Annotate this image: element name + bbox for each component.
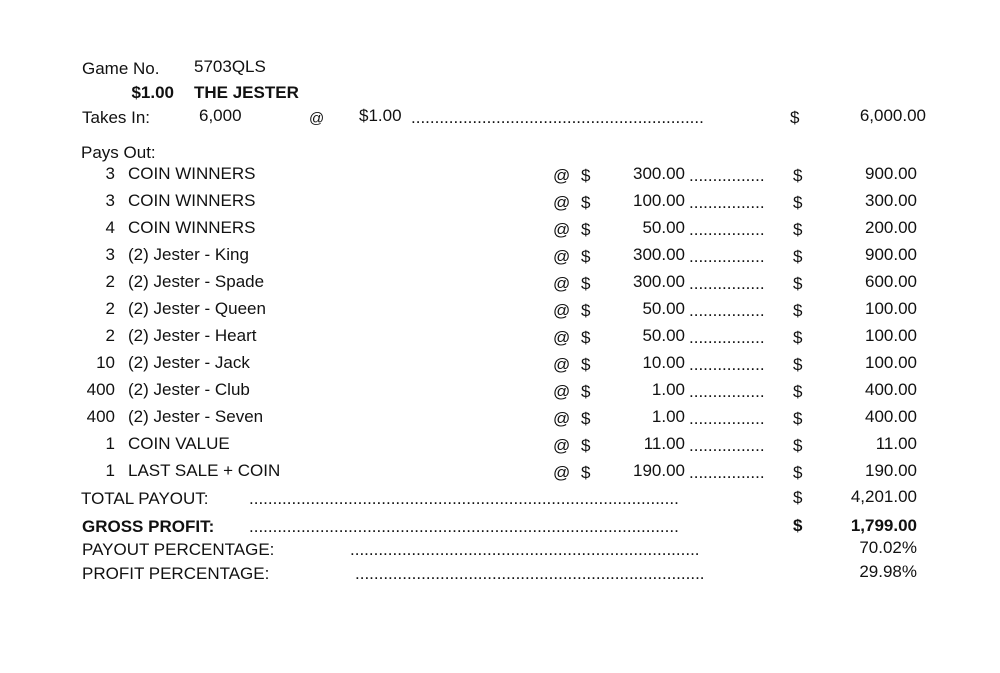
payout-at-sign: @ xyxy=(553,463,571,482)
payout-total-currency: $ xyxy=(793,193,803,212)
payout-row xyxy=(0,380,1000,402)
takes-in-currency: $ xyxy=(790,108,800,127)
payout-dots: ................ xyxy=(689,274,765,293)
payout-total: 100.00 xyxy=(865,326,917,345)
payout-percentage-label: PAYOUT PERCENTAGE: xyxy=(82,540,275,559)
payout-row xyxy=(0,191,1000,213)
payout-row xyxy=(0,272,1000,294)
payout-unit-price: 300.00 xyxy=(633,272,685,291)
payout-dots: ................ xyxy=(689,301,765,320)
payout-unit-price: 300.00 xyxy=(633,164,685,183)
payout-currency: $ xyxy=(581,382,591,401)
payout-at-sign: @ xyxy=(553,166,571,185)
payout-description: LAST SALE + COIN xyxy=(128,461,281,480)
payout-at-sign: @ xyxy=(553,382,571,401)
payout-row xyxy=(0,407,1000,429)
payout-row xyxy=(0,434,1000,456)
payout-row xyxy=(0,326,1000,348)
payout-quantity: 400 xyxy=(86,407,115,426)
payout-at-sign: @ xyxy=(553,247,571,266)
payout-quantity: 3 xyxy=(105,191,115,210)
total-payout-dots: ........................................................................................... xyxy=(249,489,679,508)
profit-percentage-value: 29.98% xyxy=(859,562,917,581)
payout-unit-price: 10.00 xyxy=(642,353,685,372)
payout-unit-price: 50.00 xyxy=(642,299,685,318)
payout-currency: $ xyxy=(581,220,591,239)
game-no-value: 5703QLS xyxy=(194,57,266,76)
payout-dots: ................ xyxy=(689,193,765,212)
payout-dots: ................ xyxy=(689,409,765,428)
payout-description: (2) Jester - Queen xyxy=(128,299,266,318)
payout-currency: $ xyxy=(581,436,591,455)
payout-at-sign: @ xyxy=(553,355,571,374)
profit-percentage-dots: .......................................................................... xyxy=(355,564,705,583)
payout-quantity: 1 xyxy=(105,434,115,453)
payout-dots: ................ xyxy=(689,328,765,347)
payout-total-currency: $ xyxy=(793,166,803,185)
total-payout-value: 4,201.00 xyxy=(850,487,917,506)
payout-quantity: 10 xyxy=(96,353,115,372)
payout-unit-price: 11.00 xyxy=(643,434,685,453)
payout-dots: ................ xyxy=(689,463,765,482)
pays-out-label: Pays Out: xyxy=(81,143,156,162)
takes-in-label: Takes In: xyxy=(82,108,151,127)
payout-total-currency: $ xyxy=(793,247,803,266)
payout-unit-price: 300.00 xyxy=(633,245,685,264)
payout-quantity: 400 xyxy=(86,380,115,399)
profit-percentage-label: PROFIT PERCENTAGE: xyxy=(82,564,270,583)
payout-dots: ................ xyxy=(689,382,765,401)
payout-unit-price: 1.00 xyxy=(651,407,685,426)
payout-total: 900.00 xyxy=(865,245,917,264)
payout-at-sign: @ xyxy=(553,409,571,428)
payout-description: COIN WINNERS xyxy=(128,164,256,183)
payout-quantity: 2 xyxy=(105,326,115,345)
payout-total-currency: $ xyxy=(793,409,803,428)
payout-total-currency: $ xyxy=(793,382,803,401)
payout-total-currency: $ xyxy=(793,463,803,482)
payout-quantity: 4 xyxy=(105,218,115,237)
payout-total: 11.00 xyxy=(875,434,917,453)
payout-total: 600.00 xyxy=(865,272,917,291)
payout-description: (2) Jester - King xyxy=(128,245,249,264)
payout-description: (2) Jester - Heart xyxy=(128,326,257,345)
payout-description: (2) Jester - Seven xyxy=(128,407,264,426)
payout-currency: $ xyxy=(581,463,591,482)
payout-dots: ................ xyxy=(689,247,765,266)
total-payout-label: TOTAL PAYOUT: xyxy=(81,489,209,508)
payout-row xyxy=(0,353,1000,375)
payout-quantity: 3 xyxy=(105,164,115,183)
payout-total: 400.00 xyxy=(865,407,917,426)
payout-total-currency: $ xyxy=(793,355,803,374)
payout-description: COIN WINNERS xyxy=(128,191,256,210)
gross-profit-label: GROSS PROFIT: xyxy=(82,517,215,536)
payout-total-currency: $ xyxy=(793,436,803,455)
total-payout-currency: $ xyxy=(793,488,803,507)
payout-dots: ................ xyxy=(689,355,765,374)
payout-at-sign: @ xyxy=(553,328,571,347)
payout-quantity: 1 xyxy=(105,461,115,480)
payout-unit-price: 100.00 xyxy=(633,191,685,210)
payout-dots: ................ xyxy=(689,166,765,185)
payout-row xyxy=(0,245,1000,267)
payout-currency: $ xyxy=(581,355,591,374)
payout-total: 190.00 xyxy=(865,461,917,480)
payout-dots: ................ xyxy=(689,220,765,239)
payout-percentage-dots: .......................................................................... xyxy=(350,540,700,559)
payout-currency: $ xyxy=(581,328,591,347)
takes-in-at: @ xyxy=(309,110,325,127)
payout-at-sign: @ xyxy=(553,436,571,455)
payout-at-sign: @ xyxy=(553,193,571,212)
payout-at-sign: @ xyxy=(553,274,571,293)
payout-total-currency: $ xyxy=(793,220,803,239)
payout-row xyxy=(0,299,1000,321)
payout-percentage-value: 70.02% xyxy=(859,538,917,557)
game-no-label: Game No. xyxy=(82,59,160,78)
gross-profit-currency: $ xyxy=(793,516,803,535)
payout-at-sign: @ xyxy=(553,220,571,239)
payout-unit-price: 50.00 xyxy=(642,218,685,237)
payout-total-currency: $ xyxy=(793,301,803,320)
payout-description: (2) Jester - Spade xyxy=(128,272,265,291)
game-name: THE JESTER xyxy=(194,83,299,102)
payout-quantity: 2 xyxy=(105,299,115,318)
payout-currency: $ xyxy=(581,193,591,212)
payout-total: 300.00 xyxy=(865,191,917,210)
payout-total: 200.00 xyxy=(865,218,917,237)
gross-profit-value: 1,799.00 xyxy=(850,516,917,535)
takes-in-amount: 6,000.00 xyxy=(859,106,926,125)
payout-description: COIN WINNERS xyxy=(128,218,256,237)
payout-unit-price: 1.00 xyxy=(651,380,685,399)
payout-unit-price: 190.00 xyxy=(633,461,685,480)
payout-currency: $ xyxy=(581,409,591,428)
takes-in-price: $1.00 xyxy=(359,106,402,125)
game-price: $1.00 xyxy=(131,83,174,102)
gross-profit-dots: ........................................................................................... xyxy=(249,517,679,536)
payout-description: (2) Jester - Club xyxy=(128,380,250,399)
takes-in-dots: .............................................................. xyxy=(411,108,704,127)
payout-unit-price: 50.00 xyxy=(642,326,685,345)
payout-currency: $ xyxy=(581,166,591,185)
payout-row xyxy=(0,164,1000,186)
payout-description: COIN VALUE xyxy=(128,434,230,453)
takes-in-count: 6,000 xyxy=(199,106,242,125)
payout-total-currency: $ xyxy=(793,274,803,293)
payout-currency: $ xyxy=(581,247,591,266)
payout-row xyxy=(0,461,1000,483)
payout-total: 100.00 xyxy=(865,353,917,372)
payout-total: 400.00 xyxy=(865,380,917,399)
payout-at-sign: @ xyxy=(553,301,571,320)
payout-quantity: 2 xyxy=(105,272,115,291)
payout-description: (2) Jester - Jack xyxy=(128,353,250,372)
payout-row xyxy=(0,218,1000,240)
payout-dots: ................ xyxy=(689,436,765,455)
payout-currency: $ xyxy=(581,274,591,293)
payout-total: 100.00 xyxy=(865,299,917,318)
payout-total-currency: $ xyxy=(793,328,803,347)
payout-currency: $ xyxy=(581,301,591,320)
payout-total: 900.00 xyxy=(865,164,917,183)
payout-quantity: 3 xyxy=(105,245,115,264)
